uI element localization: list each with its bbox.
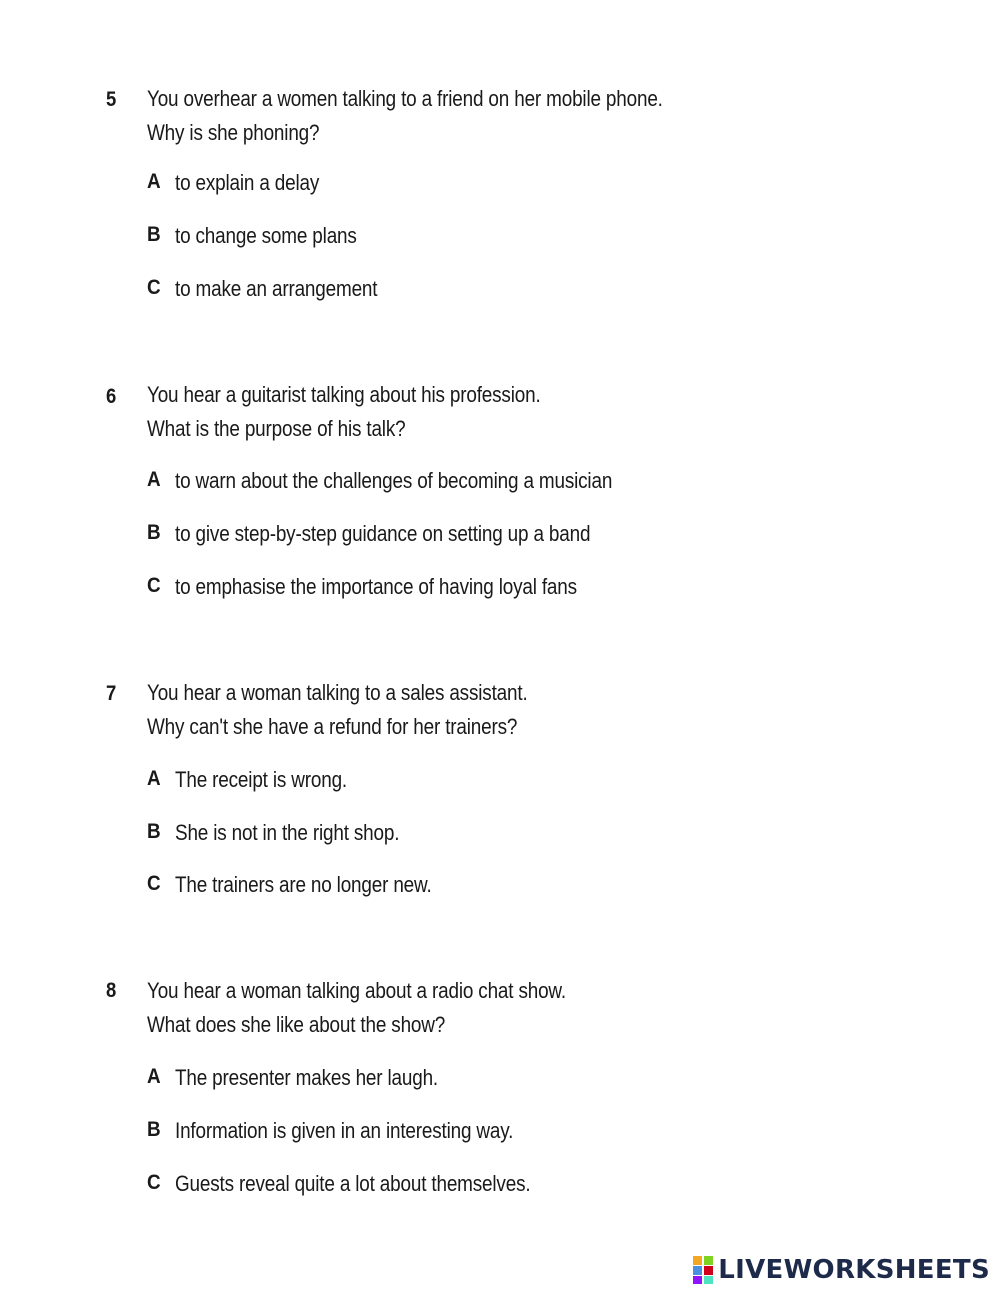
brand-name: LIVEWORKSHEETS xyxy=(718,1255,990,1285)
question-stem: You hear a woman talking to a sales assistant. xyxy=(147,680,528,705)
option-letter: B xyxy=(147,521,161,544)
option-text: to change some plans xyxy=(175,223,357,248)
option-letter: A xyxy=(147,170,161,193)
question-number: 5 xyxy=(106,88,117,111)
question-prompt: Why is she phoning? xyxy=(147,120,320,145)
option-text: Guests reveal quite a lot about themselves. xyxy=(175,1171,531,1196)
question-prompt: What is the purpose of his talk? xyxy=(147,416,406,441)
option-text: to give step-by-step guidance on setting up a band xyxy=(175,521,591,546)
option-letter: A xyxy=(147,1065,161,1088)
option-letter: C xyxy=(147,574,161,597)
question-number: 6 xyxy=(106,385,117,408)
option-text: to explain a delay xyxy=(175,170,320,195)
option-letter: A xyxy=(147,767,161,790)
option-letter: B xyxy=(147,1118,161,1141)
option-letter: C xyxy=(147,1171,161,1194)
question-stem: You overhear a women talking to a friend on her mobile phone. xyxy=(147,86,663,111)
option-letter: C xyxy=(147,276,161,299)
option-letter: B xyxy=(147,820,161,843)
option-text: to warn about the challenges of becoming a musician xyxy=(175,468,613,493)
option-text: She is not in the right shop. xyxy=(175,820,400,845)
liveworksheets-logo[interactable] xyxy=(692,1252,990,1288)
question-prompt: What does she like about the show? xyxy=(147,1012,446,1037)
question-prompt: Why can't she have a refund for her trainers? xyxy=(147,714,518,739)
option-letter: C xyxy=(147,872,161,895)
option-text: The receipt is wrong. xyxy=(175,767,347,792)
option-text: Information is given in an interesting way. xyxy=(175,1118,514,1143)
question-stem: You hear a guitarist talking about his profession. xyxy=(147,382,541,407)
question-stem: You hear a woman talking about a radio chat show. xyxy=(147,978,566,1003)
option-letter: A xyxy=(147,468,161,491)
option-text: to emphasise the importance of having loyal fans xyxy=(175,574,577,599)
option-letter: B xyxy=(147,223,161,246)
option-text: The presenter makes her laugh. xyxy=(175,1065,439,1090)
option-text: to make an arrangement xyxy=(175,276,378,301)
liveworksheets-logo-icon xyxy=(692,1255,714,1285)
question-number: 7 xyxy=(106,682,117,705)
option-text: The trainers are no longer new. xyxy=(175,872,432,897)
question-number: 8 xyxy=(106,979,117,1002)
